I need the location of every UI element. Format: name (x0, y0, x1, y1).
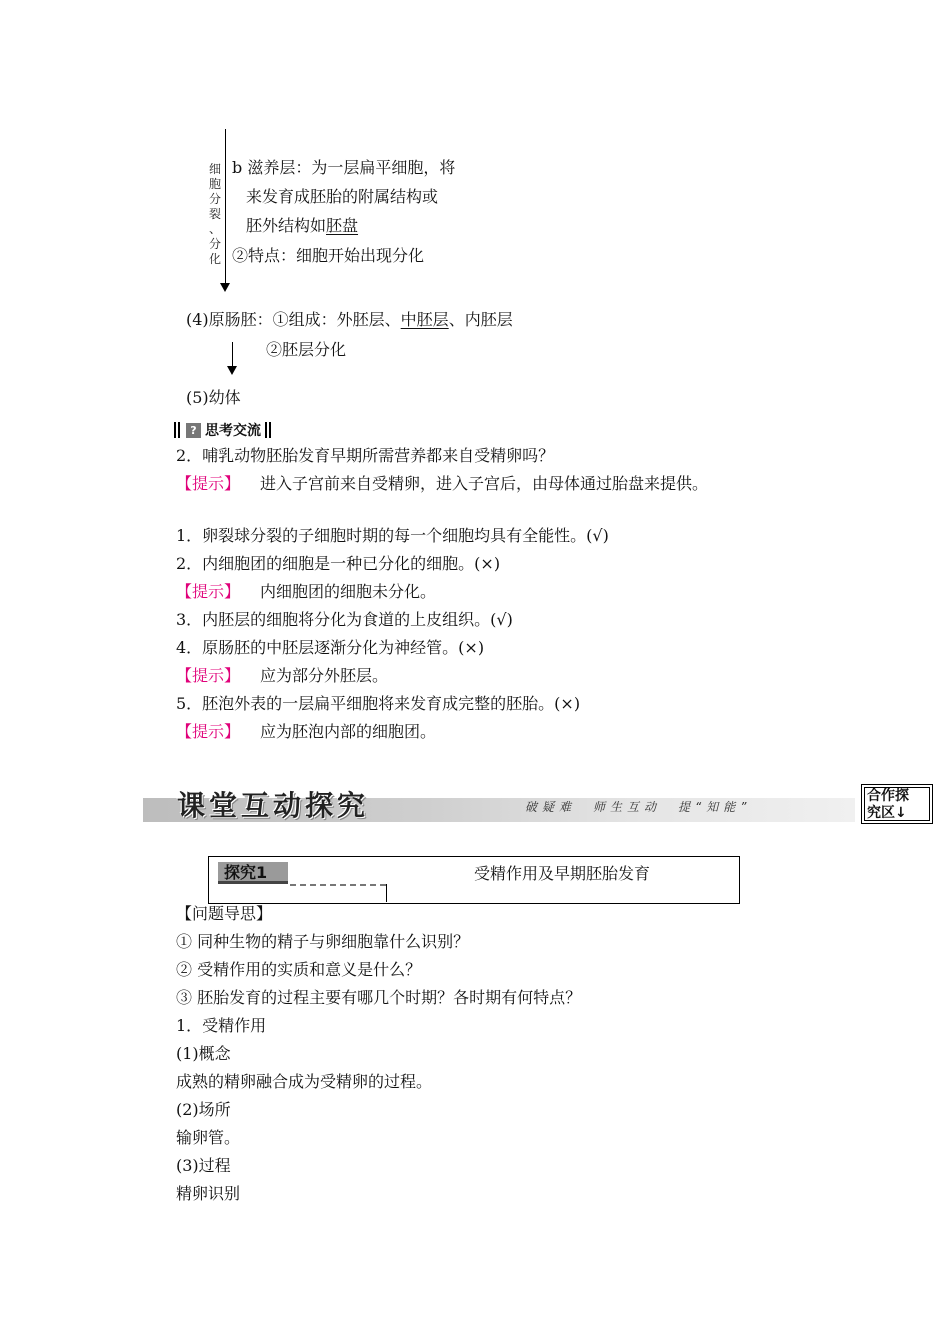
hint-label: 【提示】 (176, 722, 241, 741)
text-segment: 胚外结构如 (246, 216, 327, 235)
judgment-item: 2．内细胞团的细胞是一种已分化的细胞。(×) (176, 554, 501, 573)
dashed-divider (290, 884, 386, 886)
judgment-hint (176, 582, 436, 602)
vertical-char: 化 (208, 252, 221, 266)
text-segment: 、内胚层 (448, 310, 513, 329)
content-line: 输卵管。 (176, 1128, 241, 1147)
badge-inner-border (864, 787, 930, 821)
flow-arrow (220, 283, 230, 292)
judgment-item: 5．胚泡外表的一层扁平细胞将来发育成完整的胚胎。(×) (176, 694, 581, 713)
judgment-item: 1．卵裂球分裂的子细胞时期的每一个细胞均具有全能性。(√) (176, 526, 609, 545)
judgment-hint (176, 666, 388, 686)
hint-text: 进入子宫前来自受精卵，进入子宫后，由母体通过胎盘来提供。 (260, 474, 709, 493)
bar-decoration (269, 422, 271, 438)
section-banner (143, 784, 855, 822)
divider-tick (386, 884, 387, 902)
judgment-hint (176, 722, 436, 742)
hint-text: 应为胚泡内部的细胞团。 (260, 722, 437, 741)
badge-line-1: 合作探 (867, 788, 909, 804)
flow-line (225, 129, 226, 289)
content-line: (2)场所 (176, 1100, 231, 1119)
explore-title: 受精作用及早期胚胎发育 (474, 864, 651, 883)
content-line: 1．受精作用 (176, 1016, 267, 1035)
flow-line (232, 342, 233, 368)
question-icon: ? (186, 423, 201, 438)
germ-layer-line: ②胚层分化 (266, 340, 347, 359)
bar-decoration (265, 422, 267, 438)
trophoblast-line-2: 来发育成胚胎的附属结构或 (246, 187, 439, 206)
larva-line: (5)幼体 (186, 388, 241, 407)
think-discuss-heading (174, 420, 273, 440)
think-hint (176, 474, 708, 494)
guide-question: ③ 胚胎发育的过程主要有哪几个时期？各时期有何特点？ (176, 988, 582, 1007)
content-line: 精卵识别 (176, 1184, 241, 1203)
content-line: (1)概念 (176, 1044, 231, 1063)
badge-line-2: 究区↓ (867, 805, 907, 821)
vertical-char: 分 (208, 192, 221, 206)
guide-question: ② 受精作用的实质和意义是什么？ (176, 960, 422, 979)
content-line: 成熟的精卵融合成为受精卵的过程。 (176, 1072, 433, 1091)
underlined-term: 中胚层 (400, 310, 449, 329)
vertical-char: 分 (208, 237, 221, 251)
vertical-char: 、 (208, 222, 221, 236)
hint-text: 内细胞团的细胞未分化。 (260, 582, 437, 601)
think-title: 思考交流 (205, 423, 261, 439)
guide-heading: 【问题导思】 (176, 904, 273, 923)
vertical-char: 裂 (208, 207, 221, 221)
hint-label: 【提示】 (176, 474, 241, 493)
bar-decoration (178, 422, 180, 438)
vertical-char: 胞 (208, 177, 221, 191)
flow-arrow (227, 366, 237, 375)
think-question: 2．哺乳动物胚胎发育早期所需营养都来自受精卵吗？ (176, 446, 555, 465)
vertical-char: 细 (208, 162, 221, 176)
banner-subtitle: 破疑难 师生互动 提“知能” (525, 800, 752, 814)
judgment-item: 3．内胚层的细胞将分化为食道的上皮组织。(√) (176, 610, 513, 629)
judgment-item: 4．原肠胚的中胚层逐渐分化为神经管。(×) (176, 638, 485, 657)
feature-line: ②特点：细胞开始出现分化 (232, 246, 425, 265)
gastrula-line (186, 310, 513, 330)
trophoblast-line-3 (246, 216, 358, 236)
bar-decoration (174, 422, 176, 438)
coop-explore-badge (861, 784, 933, 824)
text-segment: (4)原肠胚：①组成：外胚层、 (186, 310, 401, 329)
content-line: (3)过程 (176, 1156, 231, 1175)
underlined-term: 胚盘 (326, 216, 359, 235)
vertical-label (207, 162, 223, 267)
hint-text: 应为部分外胚层。 (260, 666, 389, 685)
banner-title: 课堂互动探究 (177, 789, 370, 822)
guide-question: ① 同种生物的精子与卵细胞靠什么识别？ (176, 932, 470, 951)
hint-label: 【提示】 (176, 666, 241, 685)
explore-tag: 探究1 (218, 862, 288, 884)
trophoblast-line-1: b 滋养层：为一层扁平细胞，将 (232, 158, 456, 177)
hint-label: 【提示】 (176, 582, 241, 601)
